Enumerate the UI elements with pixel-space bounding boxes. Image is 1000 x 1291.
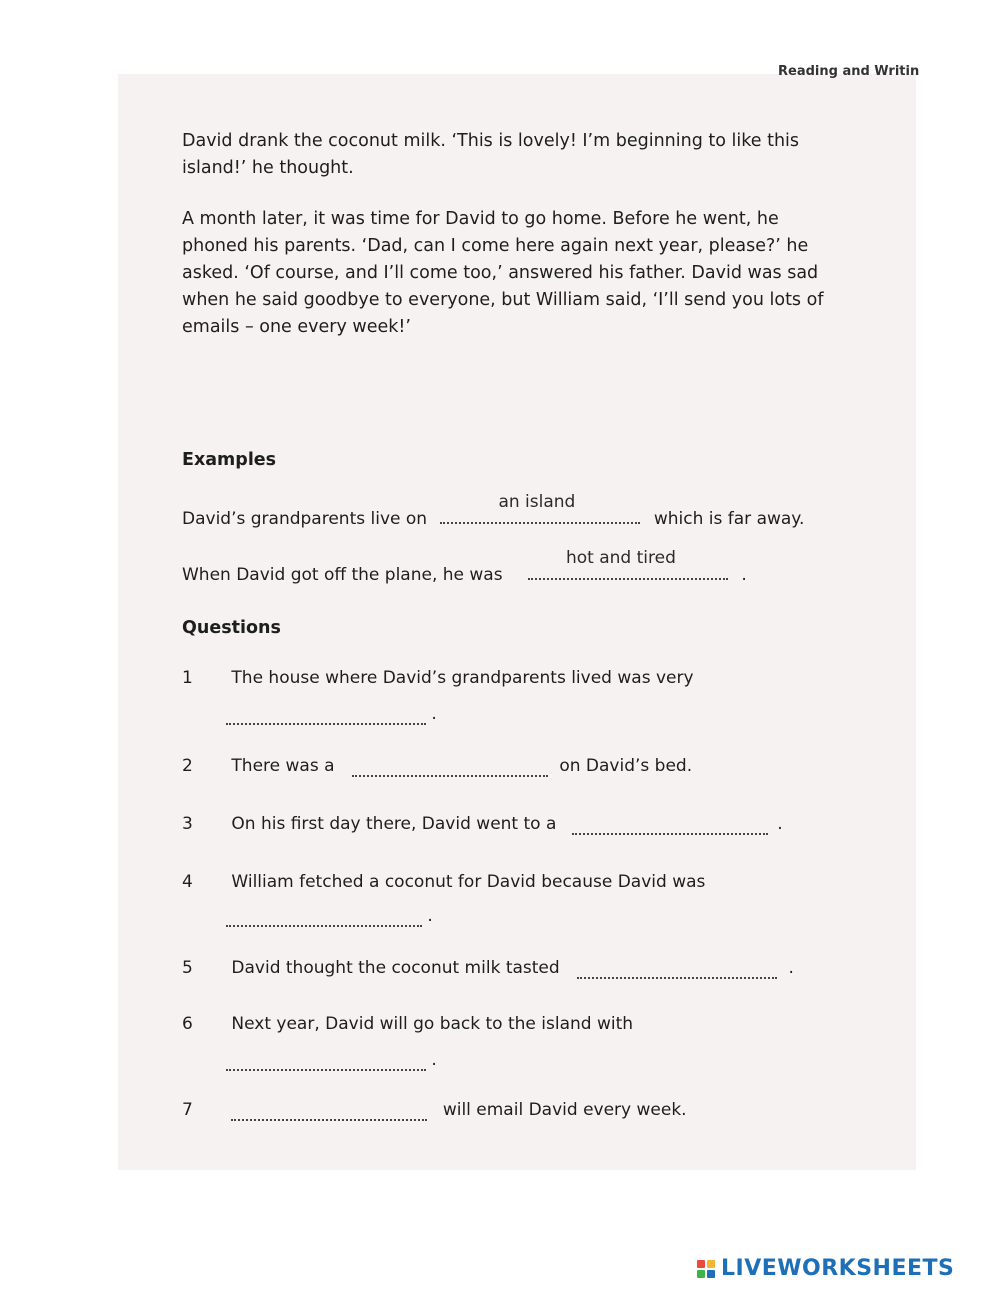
examples-heading: Examples <box>182 450 277 470</box>
question-text: Next year, David will go back to the island with <box>231 1014 634 1034</box>
question-number: 7 <box>182 1100 193 1120</box>
question-suffix: on David’s bed. <box>559 756 693 776</box>
logo-square <box>697 1270 705 1278</box>
logo-text: LIVEWORKSHEETS <box>721 1256 955 1281</box>
question-text: On his first day there, David went to a <box>231 814 557 834</box>
question-text: The house where David’s grandparents lived was very <box>231 668 694 688</box>
questions-heading: Questions <box>182 618 281 638</box>
example-1 <box>182 492 805 529</box>
question-number: 5 <box>182 958 193 978</box>
question-number: 4 <box>182 872 193 892</box>
question-suffix: will email David every week. <box>442 1100 687 1120</box>
question-1-answer-row <box>226 704 437 725</box>
question-6 <box>182 1014 633 1034</box>
logo-square <box>707 1270 715 1278</box>
question-suffix: . <box>431 704 437 724</box>
question-text: There was a <box>231 756 335 776</box>
question-number: 2 <box>182 756 193 776</box>
example-1-after: which is far away. <box>653 509 805 529</box>
question-2 <box>182 756 692 777</box>
logo-square <box>697 1260 705 1268</box>
question-6-answer-row <box>226 1050 437 1071</box>
question-4 <box>182 872 705 892</box>
question-number: 1 <box>182 668 193 688</box>
running-head: Reading and Writin <box>778 64 920 79</box>
story-paragraph-1: David drank the coconut milk. ‘This is lovely! I’m beginning to like this island!’ he thought. <box>182 131 800 178</box>
question-suffix: . <box>427 906 433 926</box>
story-paragraph-2: A month later, it was time for David to go home. Before he went, he phoned his parents. ‘Dad, can I come here again next year, please?’ he asked. ‘Of course, and I’ll come too,’ answered his father. David was sad when he said goodbye to everyone, but William said, ‘I’ll send you lots of emails – one every week!’ <box>182 209 824 337</box>
example-2-before: When David got off the plane, he was <box>182 565 503 585</box>
question-7-answer-input[interactable] <box>231 1101 427 1121</box>
example-1-answer: an island <box>498 492 576 512</box>
example-1-before: David’s grandparents live on <box>182 509 428 529</box>
question-number: 3 <box>182 814 193 834</box>
example-2 <box>182 548 747 585</box>
question-1-answer-input[interactable] <box>226 705 426 725</box>
question-1 <box>182 668 694 688</box>
question-number: 6 <box>182 1014 193 1034</box>
question-text: William fetched a coconut for David because David was <box>231 872 706 892</box>
question-5 <box>182 958 794 979</box>
example-2-answer: hot and tired <box>565 548 676 568</box>
question-2-answer-input[interactable] <box>352 757 548 777</box>
example-2-after: . <box>741 565 747 585</box>
question-4-answer-input[interactable] <box>226 907 422 927</box>
liveworksheets-logo <box>697 1256 954 1281</box>
question-6-answer-input[interactable] <box>226 1051 426 1071</box>
question-suffix: . <box>788 958 794 978</box>
logo-grid-icon <box>697 1260 715 1278</box>
question-7 <box>182 1100 687 1121</box>
question-3-answer-input[interactable] <box>572 815 768 835</box>
question-4-answer-row <box>226 906 433 927</box>
question-3 <box>182 814 783 835</box>
question-suffix: . <box>777 814 783 834</box>
question-5-answer-input[interactable] <box>577 959 777 979</box>
logo-square <box>707 1260 715 1268</box>
question-text: David thought the coconut milk tasted <box>231 958 560 978</box>
question-suffix: . <box>431 1050 437 1070</box>
